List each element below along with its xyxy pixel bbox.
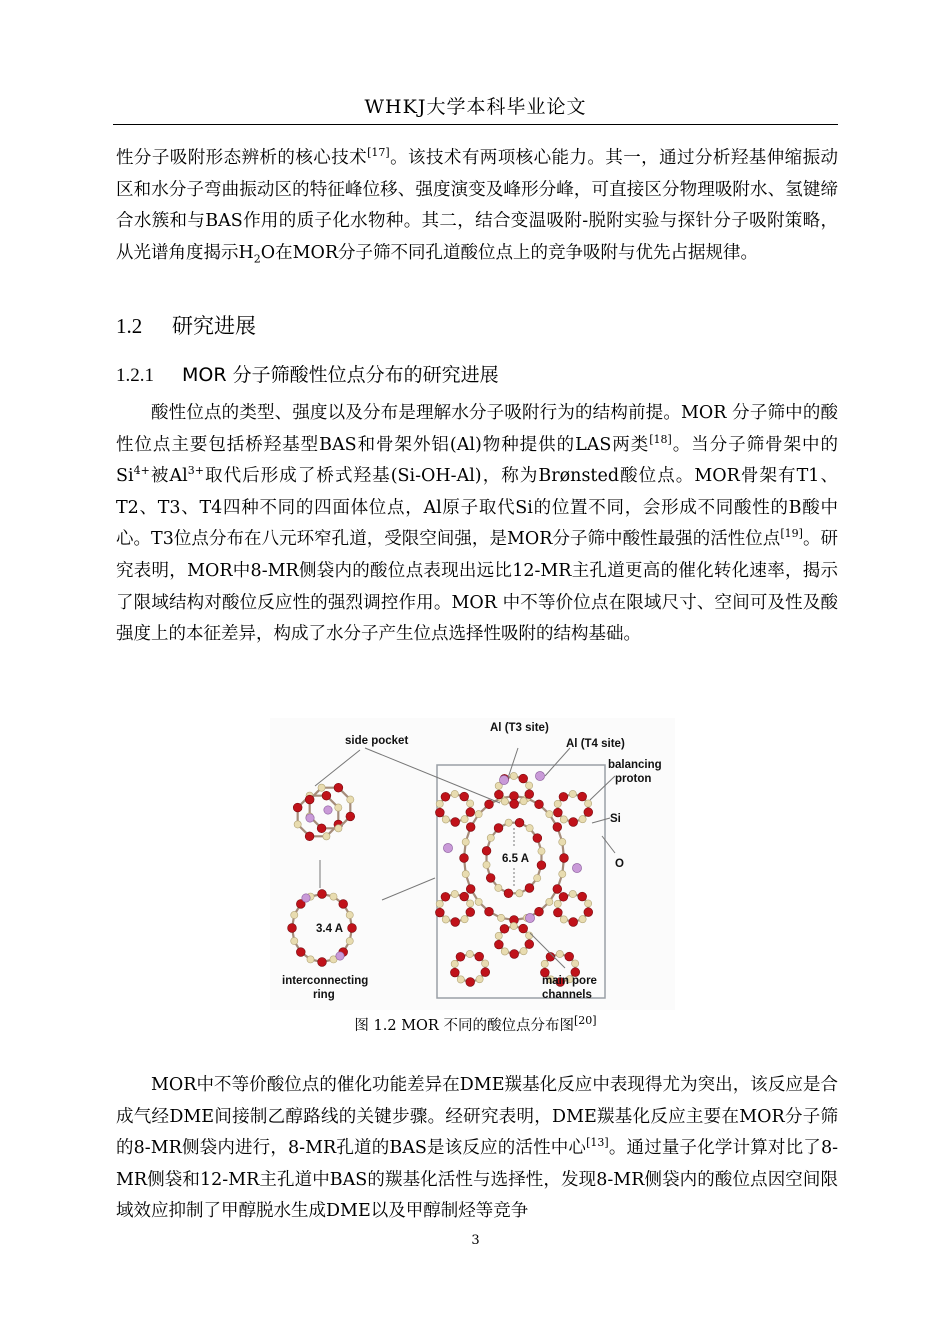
- side-ring-silicon-atom: [585, 800, 592, 807]
- side-ring-oxygen-atom: [510, 800, 519, 809]
- aluminum-atom: [525, 913, 534, 922]
- side-ring-silicon-atom: [451, 960, 458, 967]
- interconnecting-silicon-atom: [346, 937, 353, 944]
- interconnecting-oxygen-atom: [348, 924, 357, 933]
- para1-text-a: 性分子吸附形态辨析的核心技术: [116, 148, 368, 168]
- figure-caption: [113, 1014, 838, 1035]
- main-channel-silicon-atom: [546, 898, 553, 905]
- para2-text-d: 取代后形成了桥式羟基(Si-OH-Al)，称为Brønsted酸位点。MOR骨架有T1、T2、T3、T4四种不同的四面体位点，Al原子取代Si的位置不同，会形成不同酸性的B酸中心。T3位点分布在八元环窄孔道，受限空间强，是MOR分子筛中酸性最强的活性位点: [116, 466, 838, 550]
- para1-text-b: 。该技术有两项核心能力。其一，通过分析羟基伸缩振动区和水分子弯曲振动区的特征峰位移、强度演变及峰形分峰，可直接区分物理吸附水、氢键缔合水簇和与BAS作用的质子化水物种。其二，结合变温吸附-脱附实验与探针分子吸附策略，从光谱角度揭示H: [116, 148, 839, 263]
- main-channel-oxygen-atom: [485, 800, 494, 809]
- side-ring-oxygen-atom: [466, 978, 475, 987]
- main-channel-silicon-atom: [546, 811, 553, 818]
- inner-channel-oxygen-atom: [494, 824, 503, 833]
- ring-aluminum-atom: [302, 894, 310, 902]
- label-side-pocket: side pocket: [345, 735, 409, 747]
- main-channel-oxygen-atom: [553, 823, 562, 832]
- mor-structure-diagram: [270, 718, 675, 1010]
- side-ring-oxygen-atom: [500, 924, 509, 933]
- side-ring-silicon-atom: [501, 948, 508, 955]
- cage-back-oxygen-atom: [334, 783, 343, 792]
- side-ring-oxygen-atom: [569, 818, 578, 827]
- inner-channel-oxygen-atom: [482, 846, 491, 855]
- main-channel-oxygen-atom: [466, 885, 475, 894]
- side-ring-silicon-atom: [501, 798, 508, 805]
- cage-front-oxygen-atom: [305, 832, 314, 841]
- cage-back-silicon-atom: [347, 796, 354, 803]
- arrow-o: [602, 836, 615, 853]
- paragraph-2: [116, 398, 838, 651]
- main-channel-oxygen-atom: [460, 854, 469, 863]
- interconnecting-silicon-atom: [330, 893, 337, 900]
- side-ring-silicon-atom: [451, 890, 458, 897]
- label-main-pore: main pore: [542, 975, 597, 987]
- label-balancing: balancing: [608, 759, 662, 771]
- cage-back-silicon-atom: [318, 784, 325, 791]
- main-channel-silicon-atom: [475, 898, 482, 905]
- side-ring-oxygen-atom: [510, 950, 519, 959]
- caption-text: 图 1.2 MOR 不同的酸位点分布图: [354, 1018, 574, 1034]
- paragraph-1: [116, 143, 838, 269]
- label-interconnecting: interconnecting: [282, 975, 369, 987]
- side-ring-oxygen-atom: [460, 892, 469, 901]
- main-channel-oxygen-atom: [466, 823, 475, 832]
- side-ring-silicon-atom: [495, 932, 502, 939]
- inner-channel-silicon-atom: [526, 825, 533, 832]
- side-ring-silicon-atom: [541, 960, 548, 967]
- side-ring-silicon-atom: [560, 816, 567, 823]
- label-proton: proton: [615, 773, 652, 785]
- inner-channel-silicon-atom: [505, 819, 512, 826]
- side-ring-silicon-atom: [526, 782, 533, 789]
- inner-channel-oxygen-atom: [486, 873, 495, 882]
- para3-text-a: MOR中不等价酸位点的催化功能差异在DME羰基化反应中表现得尤为突出，该反应是合成气经DME间接制乙醇路线的关键步骤。经研究表明，DME羰基化反应主要在MOR分子筛的8-MR侧袋内进行，8-MR孔道的BAS是该反应的活性中心: [116, 1075, 838, 1159]
- label-al-t3: Al (T3 site): [490, 722, 549, 734]
- cage-back-oxygen-atom: [317, 824, 326, 833]
- side-ring-silicon-atom: [442, 916, 449, 923]
- para2-text-a: 酸性位点的类型、强度以及分布是理解水分子吸附行为的结构前提。MOR 分子筛中的酸性位点主要包括桥羟基型BAS和骨架外铝(Al)物种提供的LAS两类: [116, 403, 838, 455]
- aluminum-atom: [572, 863, 581, 872]
- side-ring-oxygen-atom: [519, 924, 528, 933]
- side-ring-oxygen-atom: [584, 808, 593, 817]
- side-ring-silicon-atom: [520, 948, 527, 955]
- para1-text-c: O在MOR分子筛不同孔道酸位点上的竞争吸附与优先占据规律。: [260, 242, 759, 263]
- side-ring-oxygen-atom: [441, 892, 450, 901]
- inner-channel-silicon-atom: [516, 890, 523, 897]
- section-heading-1-2: [116, 310, 256, 340]
- side-ring-silicon-atom: [442, 816, 449, 823]
- page-number: 3: [471, 1233, 480, 1248]
- side-ring-silicon-atom: [585, 900, 592, 907]
- subsection-title: MOR 分子筛酸性位点分布的研究进展: [182, 364, 499, 386]
- interconnecting-silicon-atom: [291, 911, 298, 918]
- side-ring-silicon-atom: [556, 950, 563, 957]
- side-ring-oxygen-atom: [559, 792, 568, 801]
- main-channel-silicon-atom: [462, 838, 469, 845]
- main-channel-silicon-atom: [497, 914, 504, 921]
- side-ring-oxygen-atom: [584, 908, 593, 917]
- interconnecting-oxygen-atom: [339, 900, 348, 909]
- main-channel-silicon-atom: [475, 811, 482, 818]
- interconnecting-silicon-atom: [291, 937, 298, 944]
- side-ring-silicon-atom: [482, 960, 489, 967]
- side-ring-oxygen-atom: [460, 792, 469, 801]
- side-ring-silicon-atom: [476, 976, 483, 983]
- side-ring-oxygen-atom: [451, 918, 460, 927]
- side-ring-silicon-atom: [467, 900, 474, 907]
- citation-20: [20]: [573, 1014, 597, 1028]
- inner-channel-oxygen-atom: [504, 889, 513, 898]
- main-channel-oxygen-atom: [560, 854, 569, 863]
- side-ring-oxygen-atom: [578, 892, 587, 901]
- arrow-side-pocket-to-cage: [315, 750, 360, 786]
- arrow-frame-to-ring: [382, 878, 435, 900]
- side-ring-silicon-atom: [457, 976, 464, 983]
- side-ring-oxygen-atom: [553, 908, 562, 917]
- side-ring-silicon-atom: [510, 772, 517, 779]
- page-header: WHKJ大学本科毕业论文: [364, 96, 587, 118]
- aluminum-atom: [443, 843, 452, 852]
- arrow-t4: [545, 748, 570, 776]
- inner-channel-silicon-atom: [487, 834, 494, 841]
- cage-front-silicon-atom: [335, 804, 342, 811]
- interconnecting-oxygen-atom: [288, 924, 297, 933]
- side-ring-silicon-atom: [451, 790, 458, 797]
- side-ring-silicon-atom: [461, 916, 468, 923]
- side-ring-silicon-atom: [579, 816, 586, 823]
- side-ring-oxygen-atom: [450, 968, 459, 977]
- label-o: O: [615, 858, 624, 870]
- main-channel-oxygen-atom: [535, 800, 544, 809]
- aluminum-atom: [499, 775, 508, 784]
- side-ring-oxygen-atom: [494, 790, 503, 799]
- paragraph-3: [116, 1070, 838, 1228]
- side-ring-silicon-atom: [569, 890, 576, 897]
- inner-channel-silicon-atom: [483, 861, 490, 868]
- inner-channel-oxygen-atom: [515, 818, 524, 827]
- para2-text-c: 被Al: [149, 466, 188, 487]
- cage-front-silicon-atom: [323, 833, 330, 840]
- main-channel-silicon-atom: [462, 870, 469, 877]
- cage-front-oxygen-atom: [322, 791, 331, 800]
- side-ring-oxygen-atom: [494, 940, 503, 949]
- side-ring-oxygen-atom: [441, 792, 450, 801]
- inner-channel-silicon-atom: [495, 884, 502, 891]
- subscript-2: 2: [253, 252, 261, 266]
- side-ring-oxygen-atom: [435, 808, 444, 817]
- section-title: 研究进展: [172, 314, 256, 338]
- label-channels: channels: [542, 989, 592, 1001]
- side-ring-silicon-atom: [579, 916, 586, 923]
- side-ring-oxygen-atom: [481, 968, 490, 977]
- side-ring-silicon-atom: [554, 900, 561, 907]
- main-channel-oxygen-atom: [553, 885, 562, 894]
- aluminum-atom: [535, 771, 544, 780]
- side-ring-oxygen-atom: [456, 952, 465, 961]
- citation-19: [19]: [780, 527, 803, 541]
- interconnecting-silicon-atom: [346, 911, 353, 918]
- citation-13: [13]: [586, 1136, 609, 1150]
- cage-back-oxygen-atom: [305, 795, 314, 804]
- side-ring-silicon-atom: [467, 800, 474, 807]
- main-channel-oxygen-atom: [535, 907, 544, 916]
- para3-text-b: 。通过量子化学计算对比了8-MR侧袋和12-MR主孔道中BAS的羰基化活性与选择性，发现8-MR侧袋内的酸位点因空间限域效应抑制了甲醇脱水生成DME以及甲醇制烃等竞争: [116, 1138, 838, 1222]
- interconnecting-silicon-atom: [307, 956, 314, 963]
- framework-atoms: [435, 771, 592, 986]
- cage-front-oxygen-atom: [293, 803, 302, 812]
- label-ring: ring: [313, 989, 335, 1001]
- cage-aluminum-atom: [306, 814, 314, 822]
- interconnecting-oxygen-atom: [296, 948, 305, 957]
- cage-back-oxygen-atom: [346, 812, 355, 821]
- mor-structure-figure: [270, 718, 675, 1010]
- side-ring-oxygen-atom: [525, 940, 534, 949]
- interconnecting-oxygen-atom: [318, 890, 327, 899]
- side-ring-oxygen-atom: [435, 908, 444, 917]
- side-ring-oxygen-atom: [519, 774, 528, 783]
- cage-back-silicon-atom: [335, 825, 342, 832]
- superscript-si-charge: 4+: [133, 464, 150, 478]
- label-pore-size: 6.5 A: [502, 853, 530, 865]
- header-rule: [113, 124, 838, 125]
- side-ring-oxygen-atom: [565, 952, 574, 961]
- arrow-proton: [590, 776, 615, 800]
- subsection-number: 1.2.1: [116, 365, 154, 386]
- side-ring-silicon-atom: [569, 790, 576, 797]
- cage-aluminum-atom: [324, 806, 332, 814]
- label-si: Si: [610, 813, 621, 825]
- inner-channel-oxygen-atom: [525, 884, 534, 893]
- side-ring-silicon-atom: [560, 916, 567, 923]
- side-ring-oxygen-atom: [569, 918, 578, 927]
- subsection-heading-1-2-1: [116, 360, 499, 387]
- side-ring-silicon-atom: [526, 932, 533, 939]
- main-channel-oxygen-atom: [485, 907, 494, 916]
- side-ring-silicon-atom: [520, 798, 527, 805]
- inner-channel-oxygen-atom: [537, 861, 546, 870]
- side-ring-oxygen-atom: [559, 892, 568, 901]
- side-ring-silicon-atom: [572, 960, 579, 967]
- side-ring-oxygen-atom: [466, 808, 475, 817]
- ring-aluminum-atom: [336, 952, 344, 960]
- cage-front-silicon-atom: [294, 821, 301, 828]
- side-ring-oxygen-atom: [475, 952, 484, 961]
- para2-text-e: 。研究表明，MOR中8-MR侧袋内的酸位点表现出远比12-MR主孔道更高的催化转化速率，揭示了限域结构对酸位反应性的强烈调控作用。MOR 中不等价位点在限域尺寸、空间可及性及酸强度上的本征差异，构成了水分子产生位点选择性吸附的结构基础。: [116, 529, 838, 645]
- inner-channel-silicon-atom: [538, 848, 545, 855]
- side-ring-silicon-atom: [554, 800, 561, 807]
- side-ring-oxygen-atom: [553, 808, 562, 817]
- inner-channel-oxygen-atom: [533, 834, 542, 843]
- label-al-t4: Al (T4 site): [566, 738, 625, 750]
- arrow-si: [592, 818, 610, 823]
- side-ring-silicon-atom: [436, 800, 443, 807]
- main-channel-silicon-atom: [559, 870, 566, 877]
- label-ring-size: 3.4 A: [316, 923, 344, 935]
- side-ring-oxygen-atom: [525, 790, 534, 799]
- inner-channel-silicon-atom: [534, 875, 541, 882]
- arrow-side-pocket-to-frame: [365, 748, 500, 803]
- citation-18: [18]: [649, 432, 672, 446]
- superscript-al-charge: 3+: [187, 464, 204, 478]
- citation-17: [17]: [367, 146, 390, 160]
- para2-text-b: 。当分子筛骨架中的Si: [116, 434, 838, 487]
- main-channel-oxygen-atom: [510, 792, 519, 801]
- side-ring-silicon-atom: [510, 922, 517, 929]
- main-channel-silicon-atom: [559, 838, 566, 845]
- interconnecting-oxygen-atom: [318, 958, 327, 967]
- side-ring-silicon-atom: [461, 816, 468, 823]
- side-ring-silicon-atom: [436, 900, 443, 907]
- side-pocket-cage: [293, 783, 354, 840]
- side-ring-silicon-atom: [466, 950, 473, 957]
- side-ring-oxygen-atom: [466, 908, 475, 917]
- section-number: 1.2: [116, 314, 143, 338]
- side-ring-oxygen-atom: [451, 818, 460, 827]
- side-ring-oxygen-atom: [578, 792, 587, 801]
